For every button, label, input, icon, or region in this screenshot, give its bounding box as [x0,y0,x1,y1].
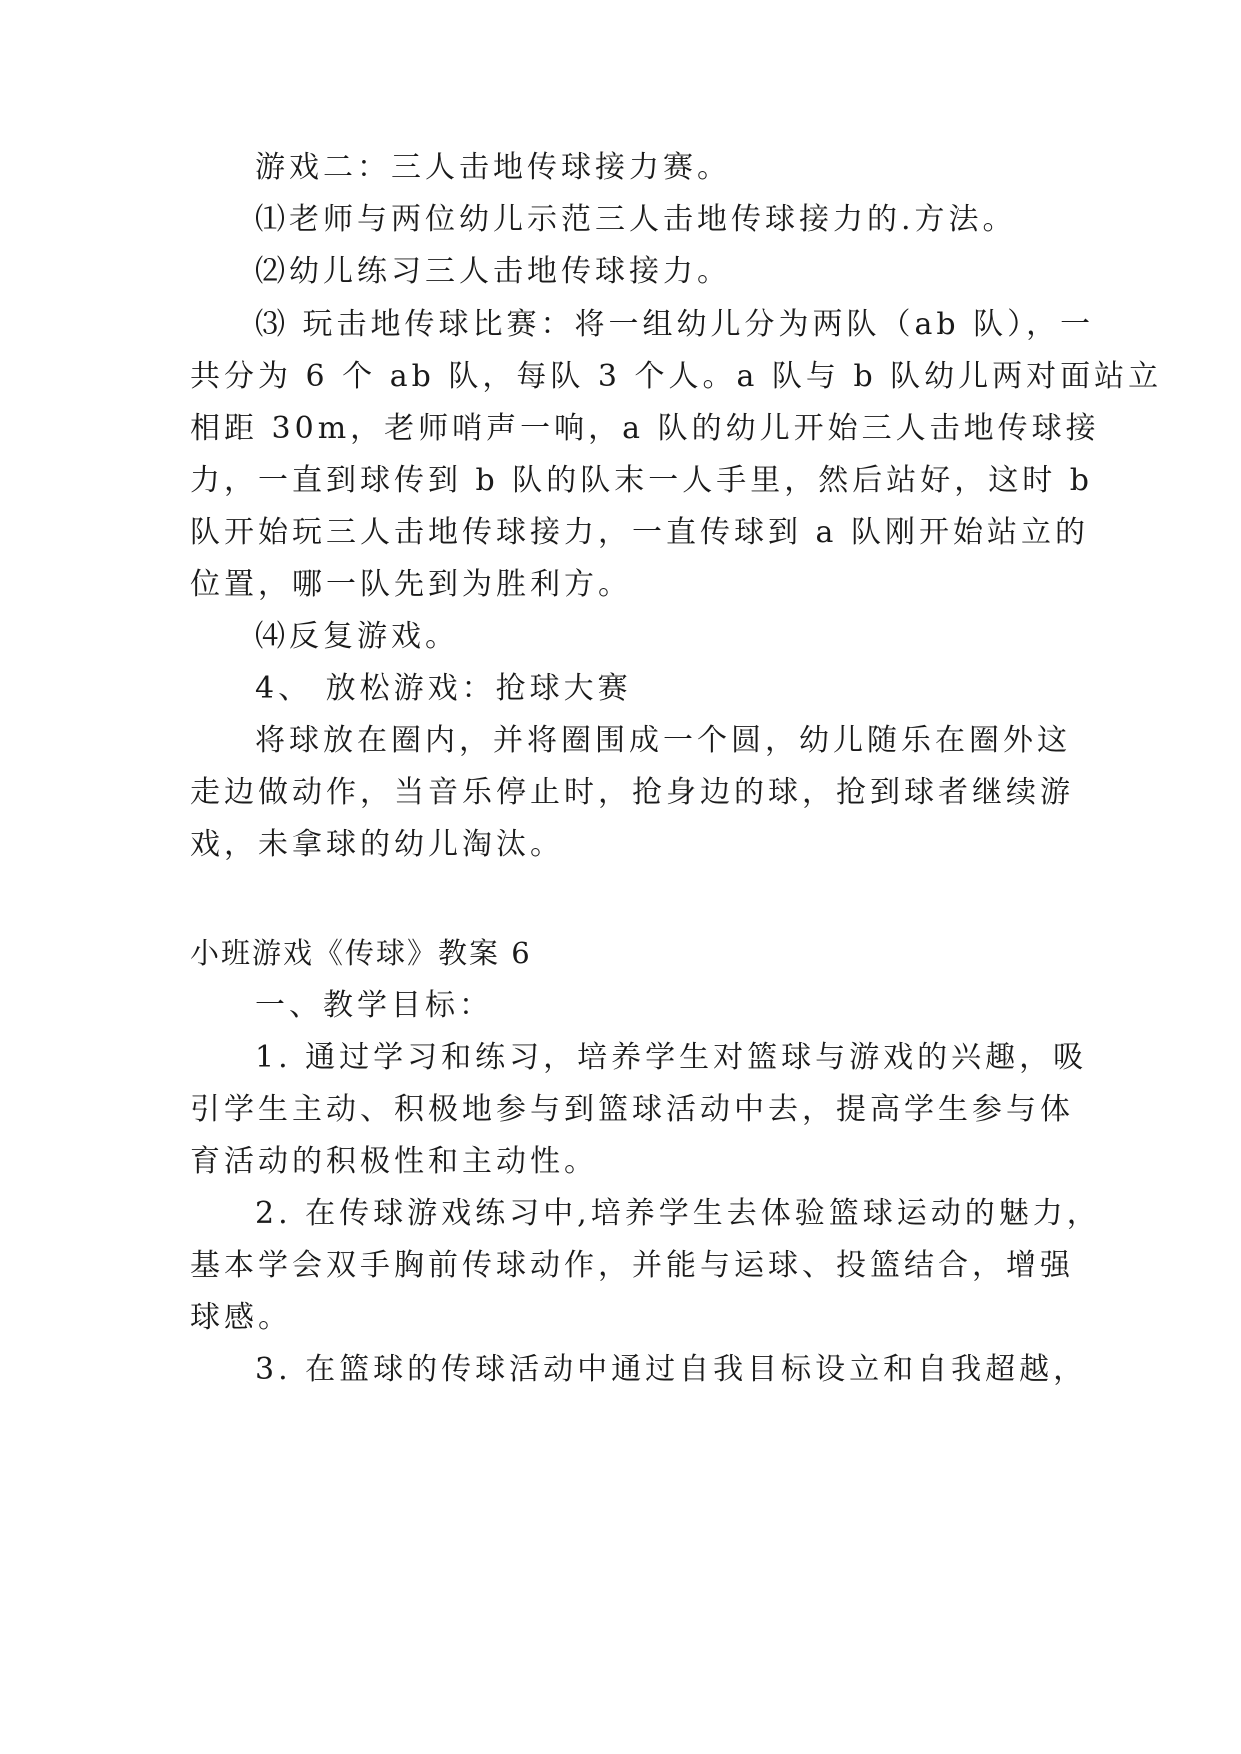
objective-3-line: 3. 在篮球的传球活动中通过自我目标设立和自我超越， [255,1352,1088,1387]
objective-2-line: 2. 在传球游戏练习中,培养学生去体验篮球运动的魅力， [255,1196,1101,1231]
relax-game-title: 4、 放松游戏：抢球大赛 [255,671,632,706]
objective-1-line: 育活动的积极性和主动性。 [190,1144,598,1179]
relax-game-line: 戏，未拿球的幼儿淘汰。 [190,827,564,862]
game2-step-3-line: 共分为 6 个 ab 队，每队 3 个人。a 队与 b 队幼儿两对面站立 [190,359,1163,394]
relax-game-line: 将球放在圈内，并将圈围成一个圆，幼儿随乐在圈外这 [255,723,1071,758]
objective-2-line: 球感。 [190,1300,292,1335]
game2-step-2: ⑵幼儿练习三人击地传球接力。 [255,254,731,289]
game2-step-3-line: 位置，哪一队先到为胜利方。 [190,567,632,602]
game2-step-3-line: ⑶ 玩击地传球比赛：将一组幼儿分为两队（ab 队），一 [255,307,1095,342]
game2-step-4: ⑷反复游戏。 [255,619,459,654]
game2-step-3-line: 相距 30m，老师哨声一响，a 队的幼儿开始三人击地传球接 [190,411,1100,446]
objective-2-line: 基本学会双手胸前传球动作，并能与运球、投篮结合，增强 [190,1248,1074,1283]
objectives-heading: 一、教学目标： [255,988,493,1023]
objective-1-line: 1. 通过学习和练习，培养学生对篮球与游戏的兴趣，吸 [255,1040,1088,1075]
game2-step-3-line: 力，一直到球传到 b 队的队末一人手里，然后站好，这时 b [190,463,1094,498]
game2-step-1: ⑴老师与两位幼儿示范三人击地传球接力的.方法。 [255,202,1017,237]
game2-step-3-line: 队开始玩三人击地传球接力，一直传球到 a 队刚开始站立的 [190,515,1089,550]
objective-1-line: 引学生主动、积极地参与到篮球活动中去，提高学生参与体 [190,1092,1074,1127]
lesson6-title: 小班游戏《传球》教案 6 [190,936,532,970]
relax-game-line: 走边做动作，当音乐停止时，抢身边的球，抢到球者继续游 [190,775,1074,810]
game2-title: 游戏二：三人击地传球接力赛。 [255,150,731,185]
